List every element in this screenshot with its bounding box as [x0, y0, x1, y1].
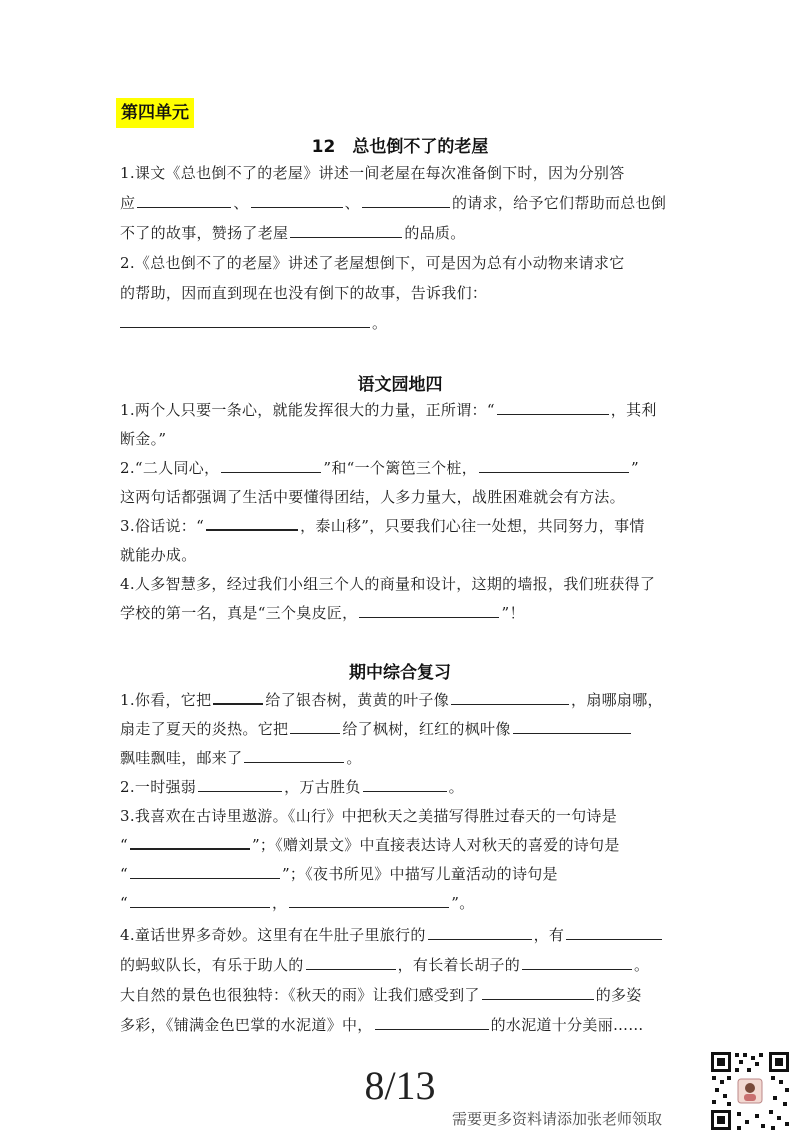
question-line: 飘哇飘哇，邮来了 。 [120, 749, 362, 767]
answer-blank[interactable] [375, 1016, 489, 1030]
answer-blank[interactable] [213, 691, 263, 705]
footer-note: 需要更多资料请添加张老师领取 [452, 1110, 663, 1128]
question-line: 2.一时强弱 ，万古胜负 。 [120, 778, 464, 796]
answer-blank[interactable] [363, 778, 447, 792]
question-line: 学校的第一名，真是“三个臭皮匠， ”！ [120, 604, 525, 622]
qr-code-icon [709, 1050, 791, 1132]
answer-blank[interactable] [198, 778, 282, 792]
question-line: “ ”；《赠刘景文》中直接表达诗人对秋天的喜爱的诗句是 [120, 836, 620, 854]
answer-blank[interactable] [221, 459, 321, 473]
question-line: 的蚂蚁队长，有乐于助人的 ，有长着长胡子的 。 [120, 956, 650, 974]
question-line: 4.童话世界多奇妙。这里有在牛肚子里旅行的 ，有 [120, 925, 664, 945]
question-line: 就能办成。 [120, 546, 197, 564]
question-line: “ ”；《夜书所见》中描写儿童活动的诗句是 [120, 865, 558, 883]
answer-blank[interactable] [513, 720, 631, 734]
question-line: 3.俗话说：“ ，泰山移”，只要我们心往一处想，共同努力，事情 [120, 517, 645, 535]
section-title-midterm: 期中综合复习 [349, 663, 451, 683]
question-line: 2.《总也倒不了的老屋》讲述了老屋想倒下，可是因为总有小动物来请求它 [120, 254, 625, 272]
question-line: 。 [120, 313, 387, 333]
answer-blank[interactable] [206, 517, 298, 531]
section-title-garden: 语文园地四 [357, 375, 443, 395]
answer-blank[interactable] [566, 926, 662, 940]
unit-title: 第四单元 [116, 98, 194, 128]
answer-blank[interactable] [428, 926, 532, 940]
question-line: 多彩，《铺满金色巴掌的水泥道》中， 的水泥道十分美丽…… [120, 1016, 644, 1034]
question-line: 扇走了夏天的炎热。它把 给了枫树，红红的枫叶像 [120, 719, 633, 739]
answer-blank[interactable] [251, 194, 343, 208]
page-number: 8/13 [364, 1063, 436, 1108]
question-line: 的帮助，因而直到现在也没有倒下的故事，告诉我们： [120, 284, 488, 302]
answer-blank[interactable] [362, 194, 450, 208]
question-line: 1.课文《总也倒不了的老屋》讲述一间老屋在每次准备倒下时，因为分别答 [120, 164, 625, 182]
answer-blank[interactable] [244, 749, 344, 763]
lesson-title: 12 总也倒不了的老屋 [311, 137, 489, 157]
question-line: 不了的故事，赞扬了老屋 的品质。 [120, 224, 466, 242]
answer-blank[interactable] [522, 956, 632, 970]
question-line: 1.你看，它把 给了银杏树，黄黄的叶子像 ，扇哪扇哪， [120, 691, 663, 709]
answer-blank[interactable] [289, 894, 449, 908]
question-line: 大自然的景色也很独特：《秋天的雨》让我们感受到了 的多姿 [120, 986, 642, 1004]
answer-blank[interactable] [130, 836, 250, 850]
answer-blank[interactable] [290, 224, 402, 238]
answer-blank[interactable] [451, 691, 569, 705]
question-line: 1.两个人只要一条心，就能发挥很大的力量，正所谓：“ ，其利 [120, 401, 657, 419]
question-line: “ ， ”。 [120, 894, 475, 912]
question-line: 断金。” [120, 430, 167, 448]
answer-blank[interactable] [497, 401, 609, 415]
question-line: 4.人多智慧多，经过我们小组三个人的商量和设计，这期的墙报，我们班获得了 [120, 575, 656, 593]
answer-blank[interactable] [120, 314, 370, 328]
answer-blank[interactable] [290, 720, 340, 734]
answer-blank[interactable] [479, 459, 629, 473]
answer-blank[interactable] [137, 194, 231, 208]
answer-blank[interactable] [306, 956, 396, 970]
answer-blank[interactable] [359, 604, 499, 618]
question-line: 这两句话都强调了生活中要懂得团结，人多力量大，战胜困难就会有方法。 [120, 488, 625, 506]
question-line: 3.我喜欢在古诗里遨游。《山行》中把秋天之美描写得胜过春天的一句诗是 [120, 807, 618, 825]
answer-blank[interactable] [130, 894, 270, 908]
question-line: 应 、 、 的请求，给予它们帮助而总也倒 [120, 194, 667, 212]
answer-blank[interactable] [482, 986, 594, 1000]
answer-blank[interactable] [130, 865, 280, 879]
question-line: 2.“二人同心， ”和“一个篱笆三个桩， ” [120, 459, 639, 477]
